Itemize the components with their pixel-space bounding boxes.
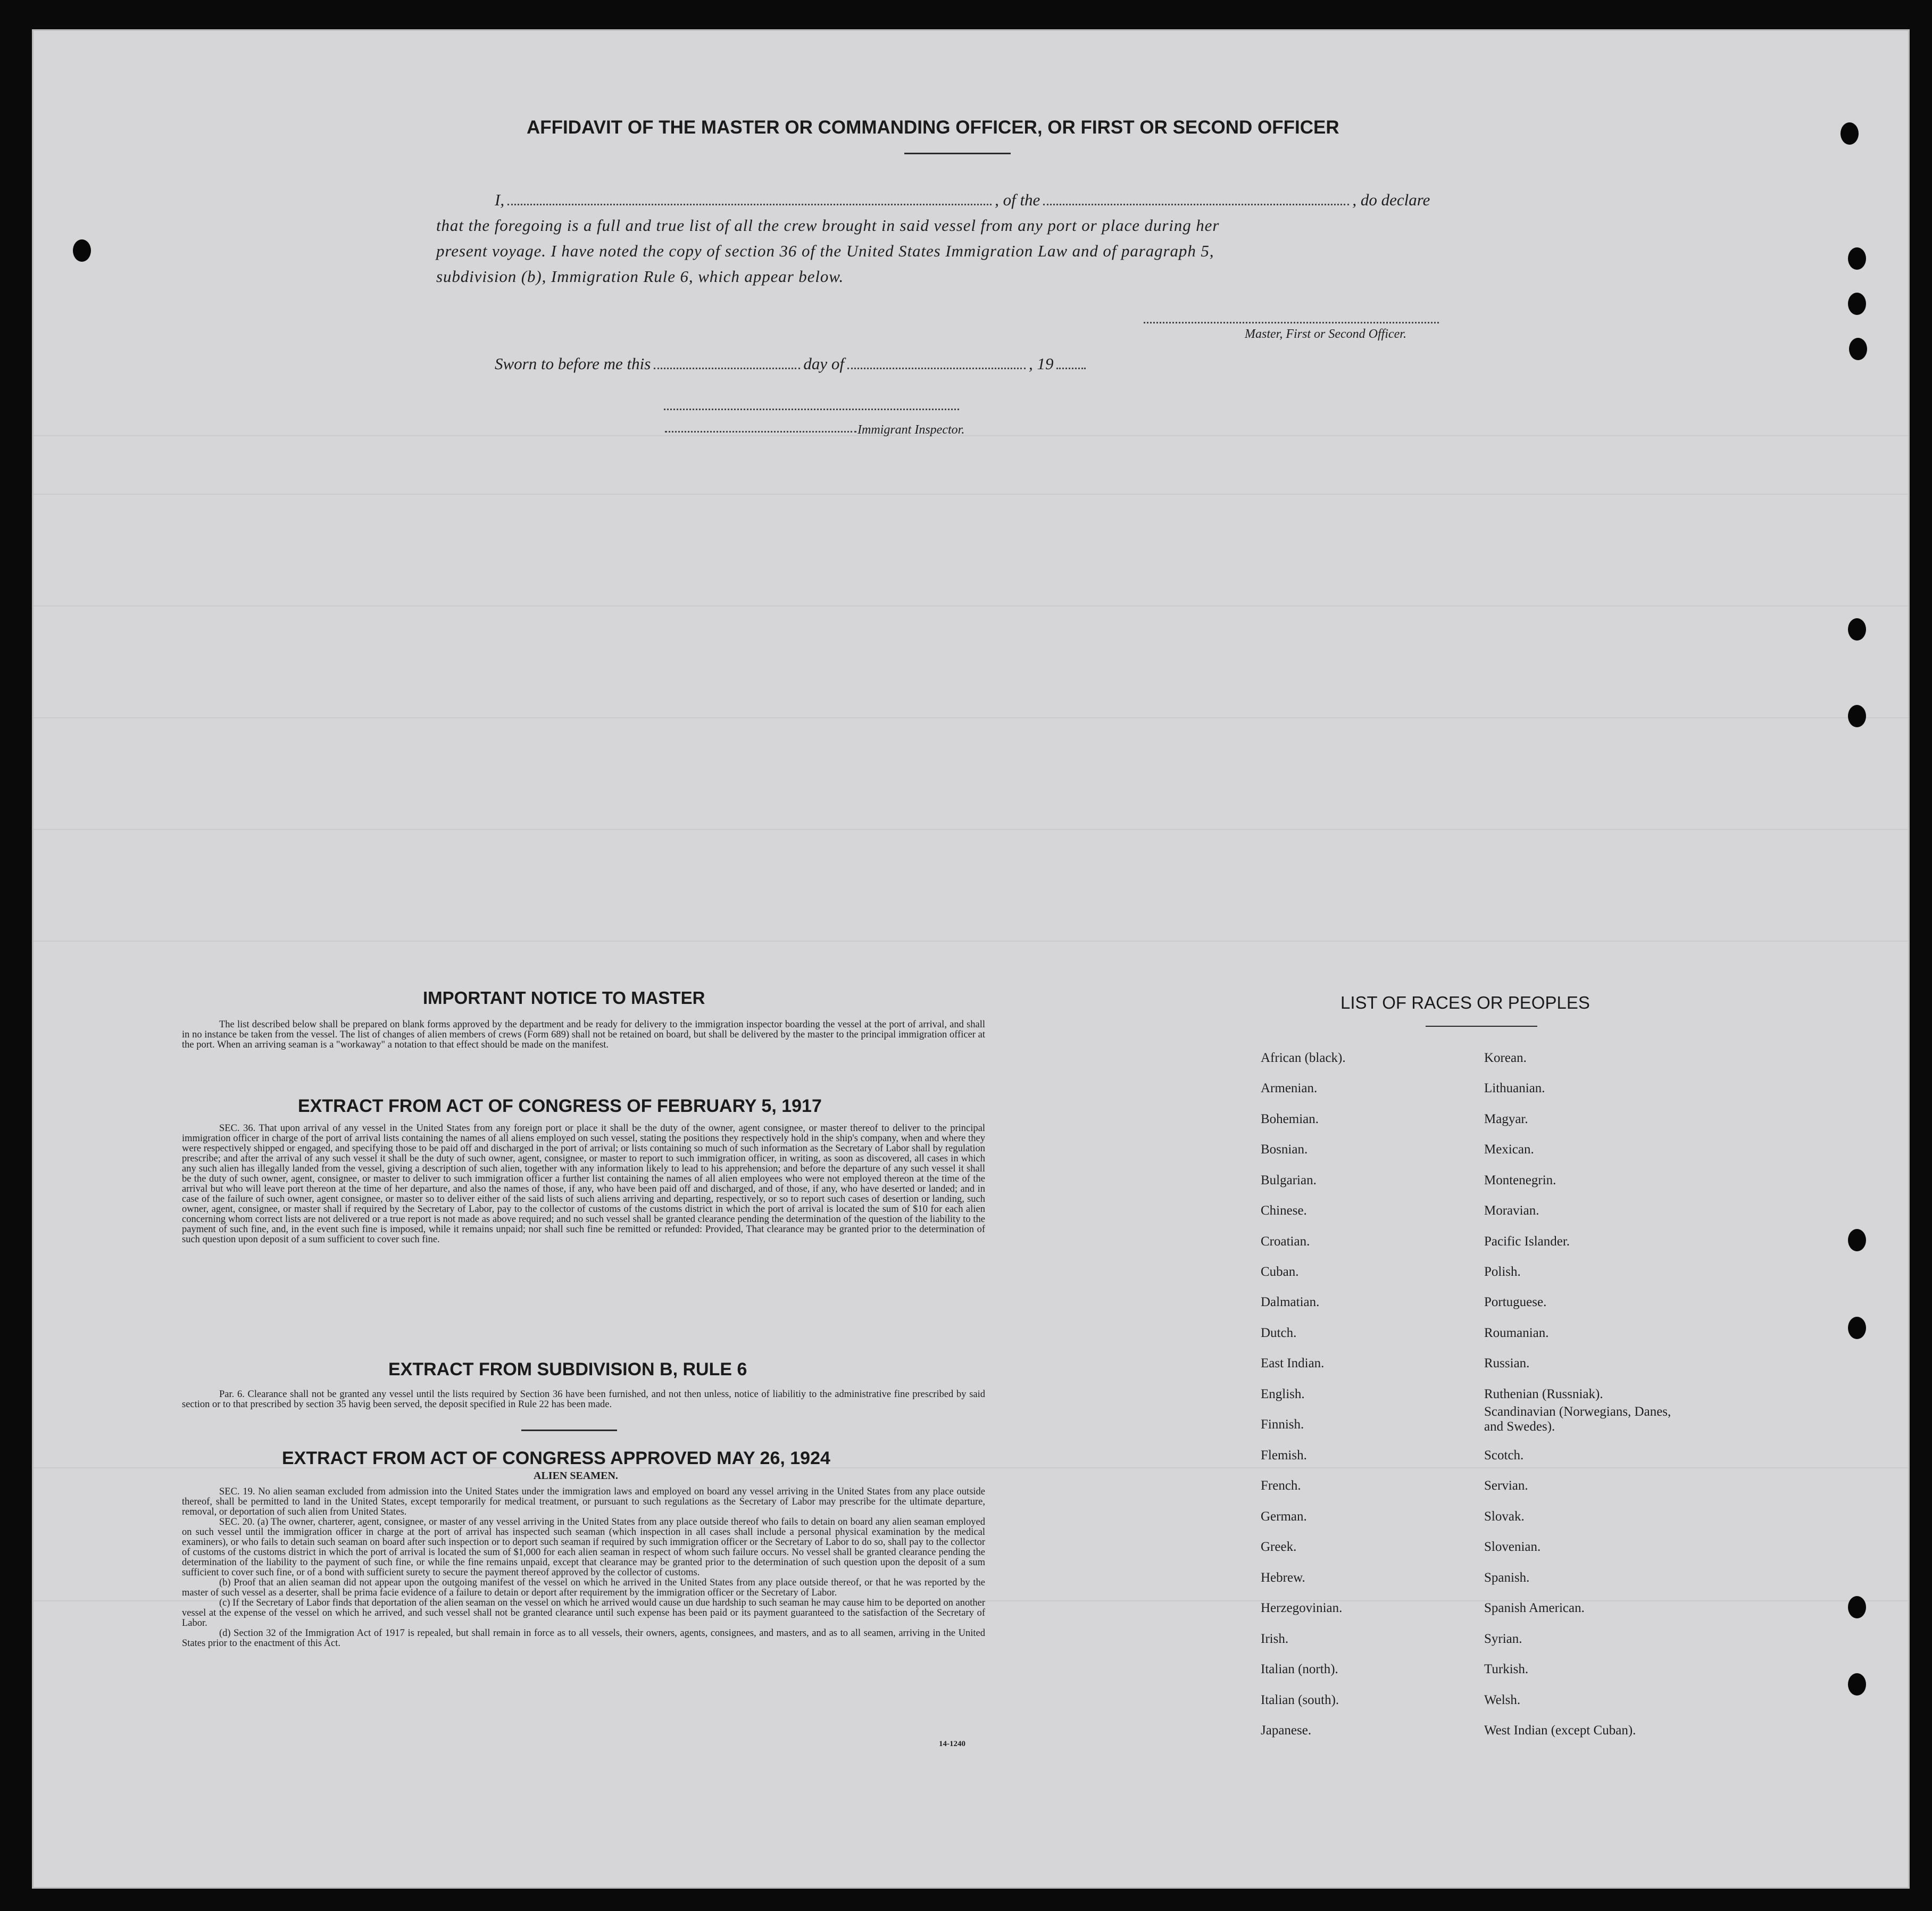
sec20c-paragraph: (c) If the Secretary of Labor finds that deportation of the alien seaman on the vessel on which he arrived would cause un due hardship to such seaman he may cause him to be deported on another vessel at the expense of the vessel on which he arrived, and such vessel shall not be granted clearance until such expense has been paid or its payment guaranteed to the satisfaction of the Secretary of Labor.: [182, 1598, 985, 1628]
punch-hole: [73, 239, 91, 262]
races-title: LIST OF RACES OR PEOPLES: [1340, 993, 1590, 1012]
year-prefix: , 19: [1028, 354, 1054, 373]
race-item: Bohemian.: [1261, 1112, 1319, 1126]
day-blank[interactable]: [654, 368, 800, 369]
race-item: Dalmatian.: [1261, 1295, 1320, 1309]
punch-hole: [1848, 293, 1866, 315]
month-blank[interactable]: [847, 368, 1026, 369]
race-item: Irish.: [1261, 1632, 1289, 1646]
race-item: Scotch.: [1484, 1448, 1524, 1463]
race-item: Turkish.: [1484, 1662, 1529, 1676]
affidavit-i: I,: [495, 190, 505, 209]
race-item: Ruthenian (Russniak).: [1484, 1387, 1603, 1401]
affidavit-line-2: that the foregoing is a full and true list of all the crew brought in said vessel from any port or place during her: [436, 216, 1220, 235]
affidavit-do-declare: , do declare: [1352, 190, 1430, 209]
section-36-paragraph: SEC. 36. That upon arrival of any vessel in the United States from any foreign port or place it shall be the duty of the owner, agent consignee, or master thereof to deliver to the principal immigration officer in charge of the port of arrival lists containing the names of all aliens employed on such vessel, stating the positions they respectively hold in the ship's company, when and where they were respectively shipped or engaged, and specifying those to be paid off and discharged in the port of arrival; or lists containing so much of such information as the Secretary of Labor shall by regulation prescribe; and after the arrival of any such vessel it shall be the duty of such owner, agent, consignee, or master to report to such immigration officer, in writing, as soon as discovered, all cases in which any such alien has illegally landed from the vessel, giving a description of such alien, together with any information likely to lead to his apprehension; and before the departure of any such vessel it shall be the duty of such owner, agent, consignee, or master to deliver to such immigration officer a further list containing the names of all alien employees who were not employed thereon at the time of the arrival but who will leave port thereon at the time of her departure, and also the names of those, if any, who have been paid off and discharged, and of those, if any, who have deserted or landed; and in case of the failure of such owner, agent consignee, or master so to deliver either of the said lists of such aliens arriving and departing, respectively, or so to report such cases of desertion or landing, such owner, agent, consignee, or master shall if required by the Secretary of Labor, pay to the collector of customs of the customs district in which the port of arrival is located the sum of $10 for each alien concerning whom correct lists are not delivered or a true report is not made as above required; and no such vessel shall be granted clearance pending the determination of the question of the liability to the payment of such fine, and, in the event such fine is imposed, while it remains unpaid; nor shall such fine be remitted or refunded: Provided, That clearance may be granted prior to the determination of such question upon deposit of a sum sufficient to cover such fine.: [182, 1123, 985, 1245]
rule6-title: EXTRACT FROM SUBDIVISION B, RULE 6: [388, 1359, 747, 1380]
punch-hole: [1848, 1229, 1866, 1251]
race-item: Bosnian.: [1261, 1142, 1308, 1157]
day-of-label: day of: [803, 354, 844, 373]
notice-paragraph: The list described below shall be prepared on blank forms approved by the department and be ready for delivery to the immigration inspector boarding the vessel at the port of arrival, and shall in no instance be taken from the vessel. The list of changes of alien members of crews (Form 689) shall not be retained on board, but shall be delivered by the master to the principal immigration officer at the port. When an arriving seaman is a "workaway" a notation to that effect should be made on the manifest.: [182, 1019, 985, 1050]
race-item: Welsh.: [1484, 1693, 1521, 1707]
inspector-signature-blank[interactable]: [664, 409, 959, 410]
sec20a-paragraph: SEC. 20. (a) The owner, charterer, agent, consignee, or master of any vessel arriving in the United States from any place outside thereof who fails to detain on board any alien seaman employed on such vessel until the immigration officer in charge at the port of arrival has inspected such seaman (which inspection in all cases shall include a personal physical examination by the medical examiners), or who fails to detain such seaman on board after such inspection or to deport such seaman if required by such immigration officer or the Secretary of Labor to do so, shall pay to the collector of customs of the customs district in which the port of arrival is located the sum of $1,000 for each alien seaman in respect of whom such failure occurs. No vessel shall be granted clearance pending the determination of the liability to the payment of such fine, or while the fine remains unpaid, except that clearance may be granted prior to the determination of such question upon the deposit of a sum sufficient to cover such fine, or of a bond with sufficient surety to secure the payment thereof approved by the collector of customs.: [182, 1517, 985, 1578]
punch-hole: [1848, 247, 1866, 270]
inspector-label: Immigrant Inspector.: [857, 423, 965, 437]
year-blank[interactable]: [1056, 368, 1086, 369]
punch-hole: [1848, 1596, 1866, 1618]
race-item: Slovak.: [1484, 1509, 1525, 1524]
affidavit-line-4: subdivision (b), Immigration Rule 6, which appear below.: [436, 267, 844, 286]
vessel-blank[interactable]: [1043, 204, 1349, 205]
extract-1917-title: EXTRACT FROM ACT OF CONGRESS OF FEBRUARY 5, 1917: [298, 1096, 822, 1116]
race-item: Magyar.: [1484, 1112, 1528, 1126]
race-item: English.: [1261, 1387, 1305, 1401]
race-item: Greek.: [1261, 1540, 1297, 1554]
race-item: Spanish American.: [1484, 1601, 1585, 1615]
race-item: Italian (north).: [1261, 1662, 1338, 1676]
race-item: Pacific Islander.: [1484, 1234, 1570, 1249]
bleed-through-line: [34, 829, 1908, 830]
race-item: French.: [1261, 1478, 1301, 1493]
race-item: Servian.: [1484, 1478, 1528, 1493]
race-item: Slovenian.: [1484, 1540, 1541, 1554]
race-item: Polish.: [1484, 1265, 1521, 1279]
race-item: Syrian.: [1484, 1632, 1522, 1646]
race-item: Armenian.: [1261, 1081, 1318, 1095]
race-item: Dutch.: [1261, 1326, 1297, 1340]
par6-paragraph: Par. 6. Clearance shall not be granted any vessel until the lists required by Section 36 have been furnished, and not then unless, notice of liabilitiy to the administrative fine prescribed by said section or to that prescribed by section 35 havig been served, the deposit specified in Rule 22 has been made.: [182, 1389, 985, 1410]
notice-title: IMPORTANT NOTICE TO MASTER: [423, 988, 705, 1008]
race-item: Scandinavian (Norwegians, Danes, and Swedes).: [1484, 1405, 1671, 1434]
race-item: Roumanian.: [1484, 1326, 1549, 1340]
races-title-underline: [1426, 1026, 1537, 1027]
race-item: Montenegrin.: [1484, 1173, 1556, 1187]
alien-seamen-subtitle: ALIEN SEAMEN.: [534, 1470, 618, 1482]
race-item: Russian.: [1484, 1356, 1530, 1370]
race-item: East Indian.: [1261, 1356, 1325, 1370]
race-item: Italian (south).: [1261, 1693, 1339, 1707]
race-item: Chinese.: [1261, 1203, 1307, 1218]
punch-hole: [1848, 705, 1866, 727]
sworn-label: Sworn to before me this: [495, 354, 651, 373]
bleed-through-line: [34, 717, 1908, 718]
extract-1917-text: [182, 1124, 985, 1245]
punch-hole: [1848, 1673, 1866, 1696]
punch-hole: [1848, 1317, 1866, 1339]
notice-text: [182, 1020, 985, 1050]
race-item: Korean.: [1484, 1051, 1527, 1065]
race-item: Bulgarian.: [1261, 1173, 1317, 1187]
race-item: Croatian.: [1261, 1234, 1310, 1249]
sworn-line: [495, 351, 1089, 377]
master-signature-blank[interactable]: [1144, 322, 1439, 323]
extract-1924-title: EXTRACT FROM ACT OF CONGRESS APPROVED MAY 26, 1924: [282, 1448, 830, 1468]
rule6-text: [182, 1390, 985, 1410]
race-item: Moravian.: [1484, 1203, 1539, 1218]
race-item: Mexican.: [1484, 1142, 1534, 1157]
extract-1924-text: [182, 1487, 985, 1649]
race-item: Finnish.: [1261, 1417, 1304, 1432]
race-item: Hebrew.: [1261, 1571, 1305, 1585]
race-item: German.: [1261, 1509, 1307, 1524]
race-item: West Indian (except Cuban).: [1484, 1723, 1636, 1738]
race-item: Japanese.: [1261, 1723, 1312, 1738]
affidavit-of-the: , of the: [995, 190, 1040, 209]
sec20b-paragraph: (b) Proof that an alien seaman did not appear upon the outgoing manifest of the vessel on which he arrived in the United States from any place outside thereof, or that he was reported by the master of such vessel as a deserter, shall be prima facie evidence of a failure to detain or deport after requirement by the immigration officer or the Secretary of Labor.: [182, 1577, 985, 1598]
inspector-station-blank[interactable]: [665, 431, 856, 433]
affidavit-line-3: present voyage. I have noted the copy of section 36 of the United States Immigration Law and of paragraph 5,: [436, 242, 1214, 260]
rule6-divider: [521, 1430, 617, 1431]
race-item: Flemish.: [1261, 1448, 1307, 1463]
form-number: 14-1240: [939, 1740, 965, 1748]
affidavit-line-1: [495, 187, 1430, 213]
punch-hole: [1848, 618, 1866, 641]
punch-hole: [1841, 122, 1859, 145]
bleed-through-line: [34, 494, 1908, 495]
bleed-through-line: [34, 941, 1908, 942]
master-signature-label: Master, First or Second Officer.: [1245, 327, 1406, 341]
title-underline: [904, 153, 1011, 154]
race-item: Herzegovinian.: [1261, 1601, 1343, 1615]
bleed-through-line: [34, 435, 1908, 436]
bleed-through-line: [34, 605, 1908, 606]
race-item: African (black).: [1261, 1051, 1346, 1065]
race-item: Spanish.: [1484, 1571, 1530, 1585]
punch-hole: [1849, 338, 1867, 360]
name-blank[interactable]: [507, 204, 992, 205]
affidavit-title: AFFIDAVIT OF THE MASTER OR COMMANDING OFFICER, OR FIRST OR SECOND OFFICER: [527, 117, 1339, 138]
race-item: Cuban.: [1261, 1265, 1299, 1279]
sec19-paragraph: SEC. 19. No alien seaman excluded from admission into the United States under the immigration laws and employed on board any vessel arriving in the United States from any place outside thereof, shall be permitted to land in the United States, except temporarily for medical treatment, or pursuant to such regulations as the Secretary of Labor may prescribe for the ultimate departure, removal, or deportation of such alien from United States.: [182, 1486, 985, 1517]
race-item: Portuguese.: [1484, 1295, 1547, 1309]
sec20d-paragraph: (d) Section 32 of the Immigration Act of 1917 is repealed, but shall remain in force as to all vessels, their owners, agents, consignees, and masters, and as to all seamen, arriving in the United States prior to the enactment of this Act.: [182, 1628, 985, 1649]
race-item: Lithuanian.: [1484, 1081, 1545, 1095]
